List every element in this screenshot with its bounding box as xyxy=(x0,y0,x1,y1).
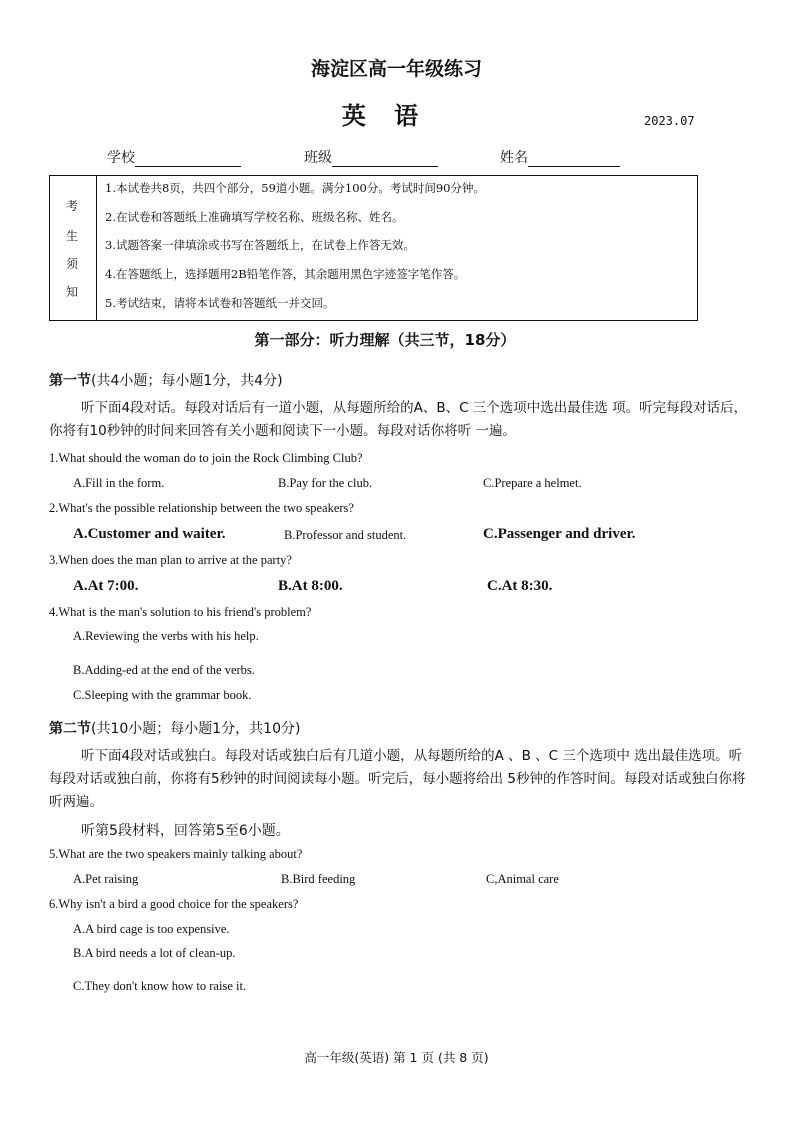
exam-title: 海淀区高一年级练习 xyxy=(310,58,482,80)
notice-item: 3.试题答案一律填涂或书写在答题纸上，在试卷上作答无效。 xyxy=(105,238,415,252)
section1-head: 第一节 xyxy=(49,373,91,389)
question-stem: 3.When does the man plan to arrive at the party? xyxy=(49,553,292,567)
question-stem: 6.Why isn't a bird a good choice for the speakers? xyxy=(49,897,299,911)
section1-heading xyxy=(49,370,283,390)
option-c: C.Sleeping with the grammar book. xyxy=(73,688,252,702)
option-b: B.At 8:00. xyxy=(278,578,343,594)
question-stem: 1.What should the woman do to join the Rock Climbing Club? xyxy=(49,451,363,465)
option-b: B.A bird needs a lot of clean-up. xyxy=(73,946,236,960)
page-footer: 高一年级(英语) 第 1 页 (共 8 页) xyxy=(304,1050,489,1065)
option-a: A.At 7:00. xyxy=(73,578,139,594)
question-stem: 2.What's the possible relationship between the two speakers? xyxy=(49,501,354,515)
section2-head: 第二节 xyxy=(49,721,91,737)
notice-item: 4.在答题纸上，选择题用2B铅笔作答，其余题用黑色字迹签字笔作答。 xyxy=(105,267,466,281)
class-field xyxy=(304,147,438,167)
option-c: C,Animal care xyxy=(486,872,559,886)
section1-info: (共4小题；每小题1分，共4分) xyxy=(91,373,283,389)
option-a: A.Fill in the form. xyxy=(73,476,165,490)
notice-box xyxy=(49,175,698,321)
option-c: C.Prepare a helmet. xyxy=(483,476,582,490)
option-c: C.They don't know how to raise it. xyxy=(73,979,247,993)
school-blank[interactable] xyxy=(135,151,241,167)
class-label: 班级 xyxy=(304,150,332,166)
question-stem: 5.What are the two speakers mainly talking about? xyxy=(49,847,303,861)
option-a: A.Customer and waiter. xyxy=(73,526,226,542)
option-c: C.At 8:30. xyxy=(487,578,553,594)
name-label: 姓名 xyxy=(500,150,528,166)
exam-date: 2023.07 xyxy=(644,114,695,128)
option-b: B.Adding-ed at the end of the verbs. xyxy=(73,663,255,677)
notice-item: 5.考试结束，请将本试卷和答题纸一并交回。 xyxy=(105,296,335,310)
option-a: A.A bird cage is too expensive. xyxy=(73,922,230,936)
section2-info: (共10小题；每小题1分，共10分) xyxy=(91,721,301,737)
option-b: B.Pay for the club. xyxy=(278,476,373,490)
section1-instructions: 听下面4段对话。每段对话后有一道小题，从每题所给的A、B、C 三个选项中选出最佳选 项。听完每段对话后，你将有10秒钟的时间来回答有关小题和阅读下一小题。每段对话你将听 一遍。 xyxy=(49,400,748,439)
notice-side-char: 知 xyxy=(66,285,79,299)
question-stem: 4.What is the man's solution to his friend's problem? xyxy=(49,605,312,619)
section2-heading xyxy=(49,718,300,738)
notice-side-char: 考 xyxy=(66,199,79,213)
school-field xyxy=(107,147,241,167)
subject-title: 英 语 xyxy=(341,102,429,130)
notice-item: 2.在试卷和答题纸上准确填写学校名称、班级名称、姓名。 xyxy=(105,210,404,224)
notice-item: 1.本试卷共8页，共四个部分，59道小题。满分100分。考试时间90分钟。 xyxy=(105,181,486,195)
section2-instructions: 听下面4段对话或独白。每段对话或独白后有几道小题，从每题所给的A 、B 、C 三个选项中 选出最佳选项。听每段对话或独白前，你将有5秒钟的时间阅读每小题。听完后，每小题将给出 5秒钟的作答时间。每段对话或独白你将听两遍。 xyxy=(49,748,746,810)
name-blank[interactable] xyxy=(528,151,620,167)
option-b: B.Professor and student. xyxy=(284,528,407,542)
notice-side-char: 生 xyxy=(66,229,79,243)
option-a: A.Reviewing the verbs with his help. xyxy=(73,629,259,643)
notice-side-char: 须 xyxy=(66,257,79,271)
school-label: 学校 xyxy=(107,150,135,166)
class-blank[interactable] xyxy=(332,151,438,167)
option-a: A.Pet raising xyxy=(73,872,139,886)
part1-title: 第一部分：听力理解（共三节，18分） xyxy=(254,331,516,349)
notice-side-label xyxy=(50,176,97,320)
option-b: B.Bird feeding xyxy=(281,872,356,886)
name-field xyxy=(500,147,620,167)
material-note: 听第5段材料，回答第5至6小题。 xyxy=(81,823,290,839)
option-c: C.Passenger and driver. xyxy=(483,526,636,542)
